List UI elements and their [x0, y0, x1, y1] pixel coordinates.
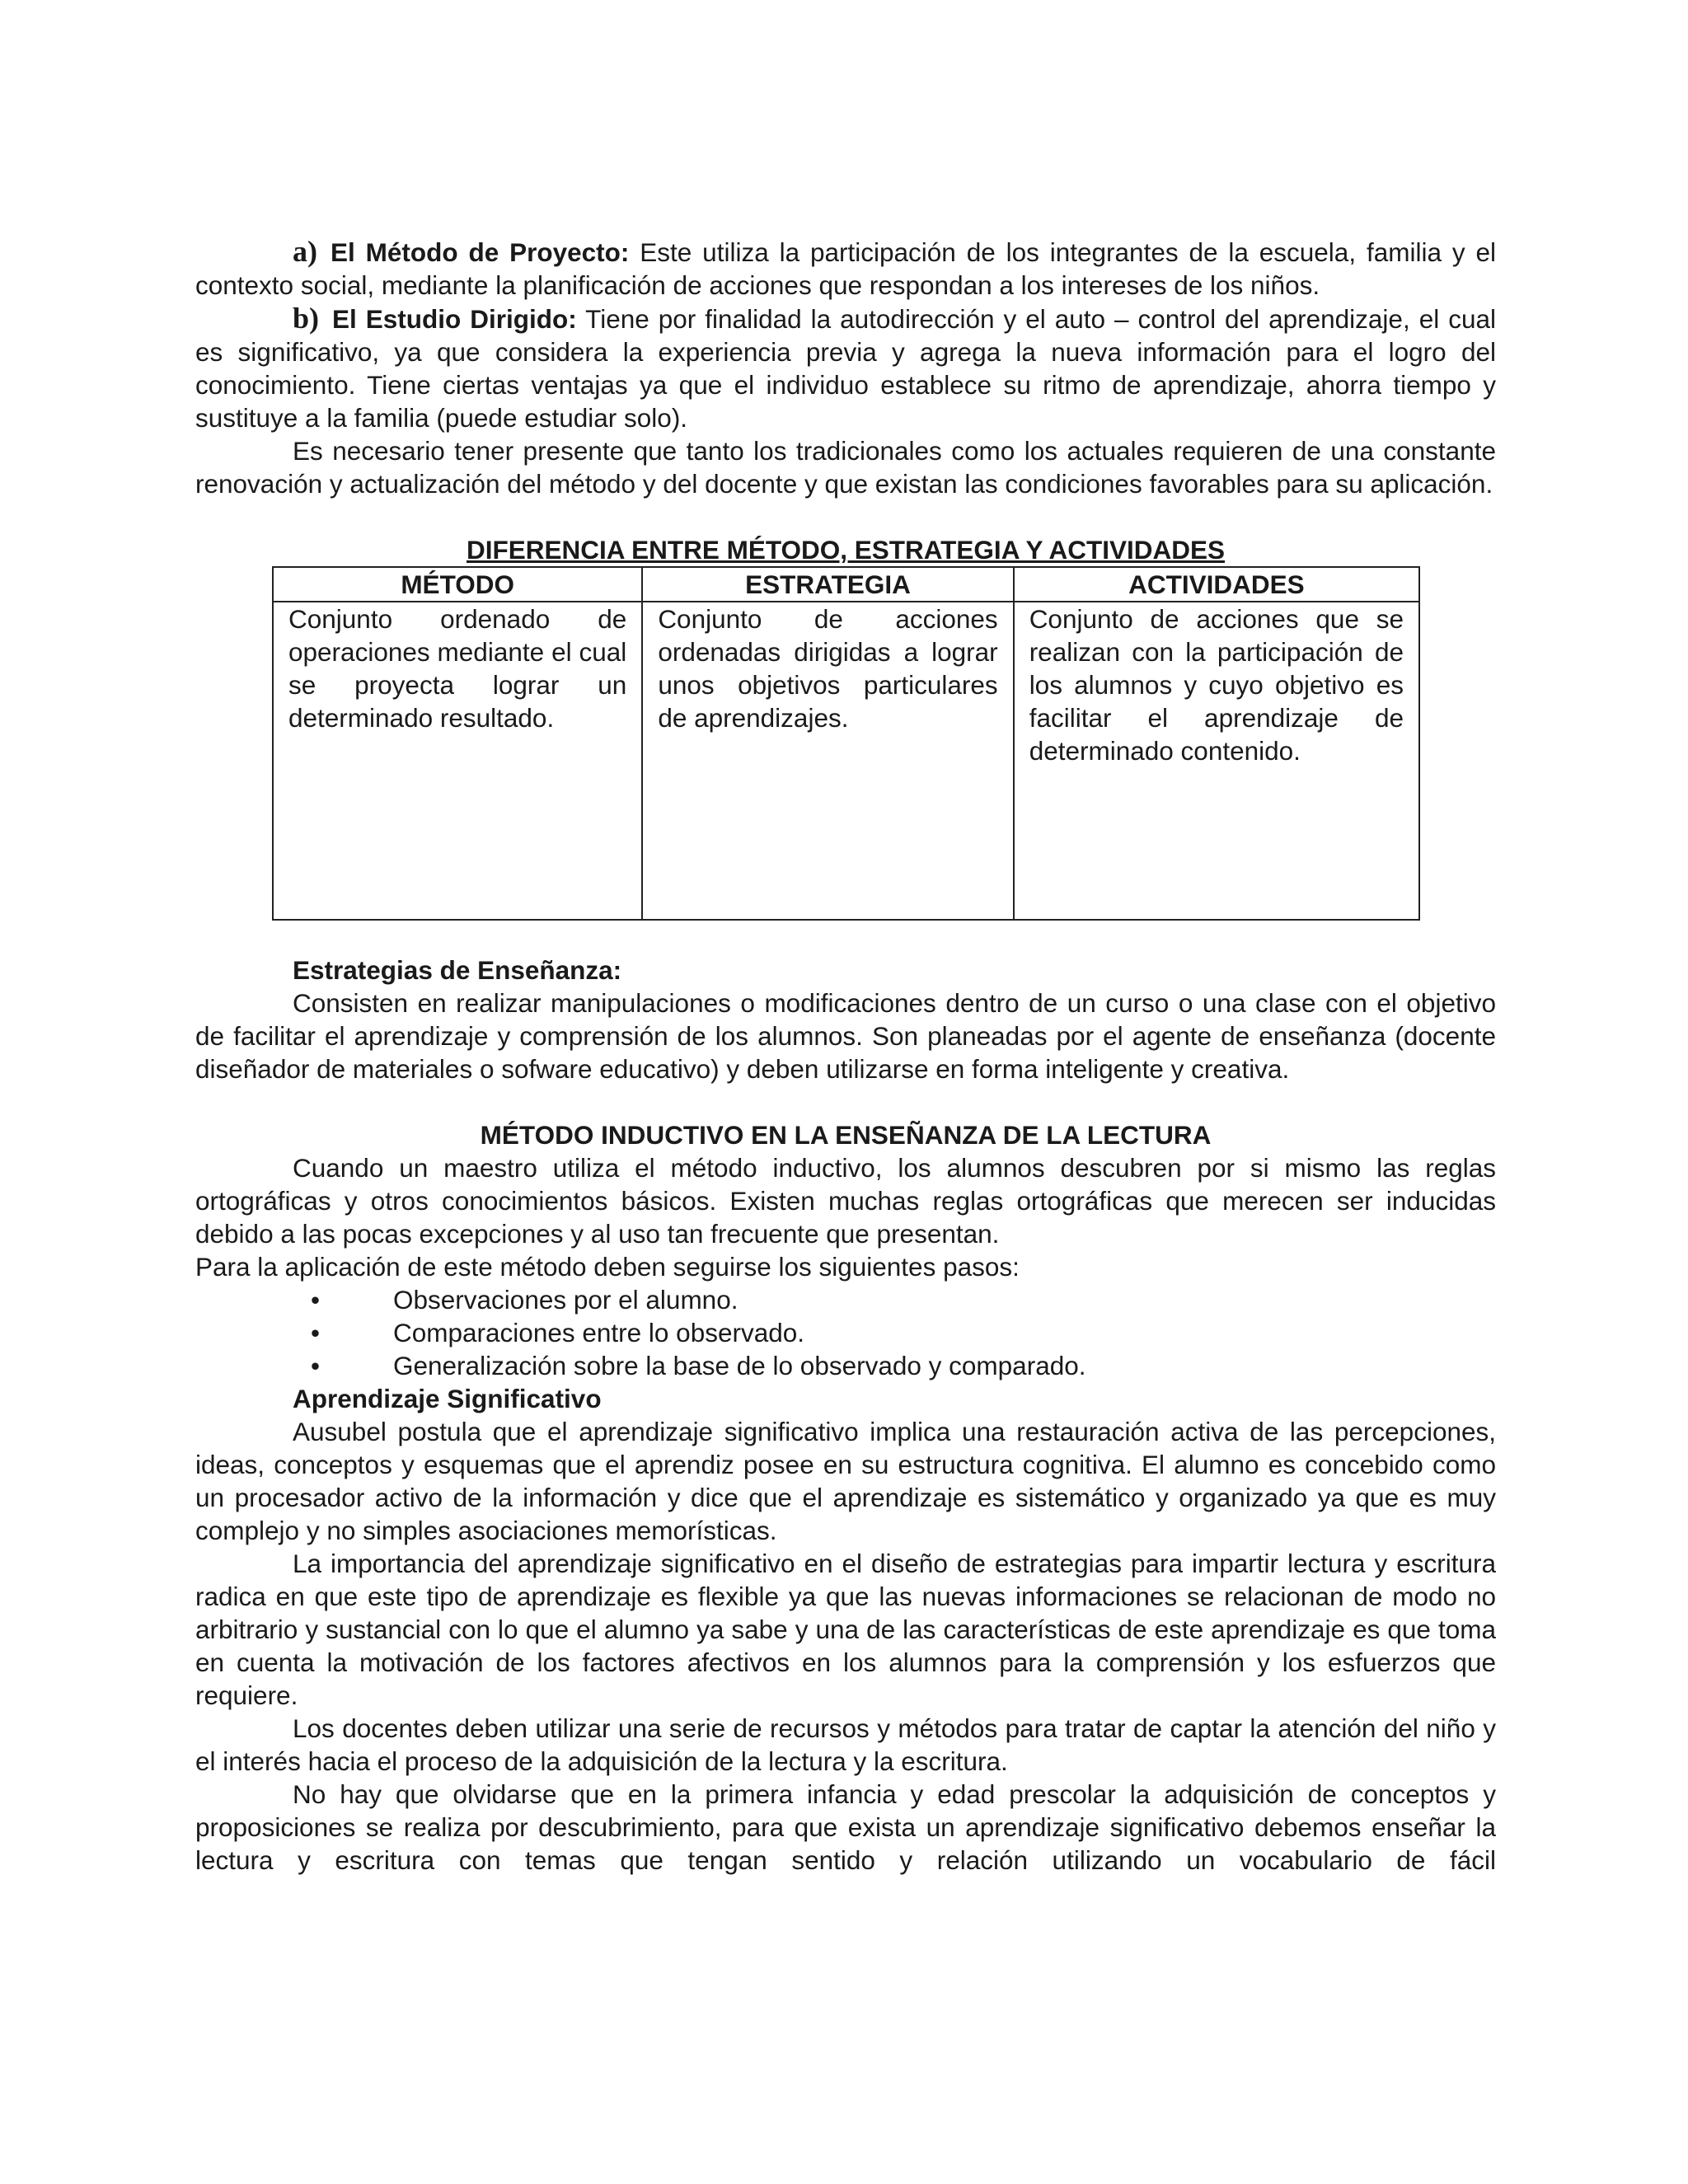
bullet-glyph: • — [311, 1351, 321, 1380]
header-actividades: ACTIVIDADES — [1014, 567, 1419, 602]
significativo-paragraph-3: Los docentes deben utilizar una serie de recursos y métodos para tratar de captar la atención del niño y el interés hacia el proceso de la adquisición de la lectura y la escritura. — [195, 1713, 1496, 1776]
estrategias-heading — [195, 954, 1496, 987]
step-text: Comparaciones entre lo observado. — [393, 1318, 805, 1347]
intro-paragraph: Es necesario tener presente que tanto los tradicionales como los actuales requieren de una constante renovación y actualización del método y del docente y que existan las condiciones favorables para su aplicación. — [195, 436, 1496, 499]
estrategias-paragraph: Consisten en realizar manipulaciones o modificaciones dentro de un curso o una clase con el objetivo de facilitar el aprendizaje y comprensión de los alumnos. Son planeadas por el agente de enseñanza (docente diseñador de materiales o sofware educativo) y deben utilizarse en forma inteligente y creativa. — [195, 988, 1496, 1084]
list-item — [195, 1283, 1496, 1316]
cell-estrategia: Conjunto de acciones ordenadas dirigidas a lograr unos objetivos particulares de aprendizajes. — [642, 602, 1013, 920]
list-item — [195, 1349, 1496, 1382]
estrategias-heading-text: Estrategias de Enseñanza: — [293, 955, 622, 985]
document-page — [195, 235, 1496, 1877]
item-b-text: Tiene por finalidad la autodirección y el auto – control del aprendizaje, el cual es significativo, ya que considera la experiencia previa y agrega la nueva información para el logro del conocimiento. Tiene ciertas ventajas ya que el individuo establece su ritmo de aprendizaje, ahorra tiempo y sustituye a la familia (puede estudiar solo). — [195, 304, 1496, 433]
inductivo-paragraph: Cuando un maestro utiliza el método inductivo, los alumnos descubren por si mismo las reglas ortográficas y otros conocimientos básicos. Existen muchas reglas ortográficas que merecen ser inducidas debido a las pocas excepciones y al uso tan frecuente que presentan. — [195, 1153, 1496, 1249]
item-b-paragraph — [195, 302, 1496, 434]
item-a-title: El Método de Proyecto: — [331, 237, 630, 267]
significativo-paragraph-1: Ausubel postula que el aprendizaje significativo implica una restauración activa de las percepciones, ideas, conceptos y esquemas que el aprendiz posee en su estructura cognitiva. El alumno es concebido como un procesador activo de la información y dice que el aprendizaje es sistemático y organizado ya que es muy complejo y no simples asociaciones memorísticas. — [195, 1417, 1496, 1545]
step-text: Generalización sobre la base de lo observado y comparado. — [393, 1351, 1086, 1380]
step-text: Observaciones por el alumno. — [393, 1285, 738, 1315]
list-item — [195, 1316, 1496, 1349]
bullet-glyph: • — [311, 1318, 321, 1347]
comparison-table — [272, 566, 1420, 921]
item-b-marker: b) — [293, 302, 320, 335]
header-estrategia: ESTRATEGIA — [642, 567, 1013, 602]
table-title-text: DIFERENCIA ENTRE MÉTODO, ESTRATEGIA Y ACTIVIDADES — [466, 535, 1225, 565]
steps-intro: Para la aplicación de este método deben seguirse los siguientes pasos: — [195, 1252, 1020, 1282]
item-b-title: El Estudio Dirigido: — [332, 304, 577, 334]
bullet-glyph: • — [311, 1285, 321, 1315]
item-a-paragraph — [195, 235, 1496, 302]
cell-metodo: Conjunto ordenado de operaciones mediante el cual se proyecta lograr un determinado resultado. — [273, 602, 642, 920]
item-a-marker: a) — [293, 235, 317, 268]
item-a-text: Este utiliza la participación de los integrantes de la escuela, familia y el contexto social, mediante la planificación de acciones que respondan a los intereses de los niños. — [195, 237, 1496, 300]
table-title — [195, 533, 1496, 566]
table-row — [273, 602, 1419, 920]
inductivo-heading: MÉTODO INDUCTIVO EN LA ENSEÑANZA DE LA LECTURA — [480, 1120, 1212, 1150]
significativo-heading-text: Aprendizaje Significativo — [293, 1384, 602, 1413]
significativo-heading — [195, 1382, 1496, 1415]
cell-actividades: Conjunto de acciones que se realizan con la participación de los alumnos y cuyo objetivo es facilitar el aprendizaje de determinado contenido. — [1014, 602, 1419, 920]
significativo-paragraph-2: La importancia del aprendizaje significativo en el diseño de estrategias para impartir lectura y escritura radica en que este tipo de aprendizaje es flexible ya que las nuevas informaciones se relacionan de modo no arbitrario y sustancial con lo que el alumno ya sabe y una de las características de este aprendizaje es que toma en cuenta la motivación de los factores afectivos en los alumnos para la comprensión y los esfuerzos que requiere. — [195, 1549, 1496, 1710]
steps-list — [195, 1283, 1496, 1382]
header-metodo: MÉTODO — [273, 567, 642, 602]
table-header-row — [273, 567, 1419, 602]
significativo-paragraph-4: No hay que olvidarse que en la primera infancia y edad prescolar la adquisición de conceptos y proposiciones se realiza por descubrimiento, para que exista un aprendizaje significativo debemos enseñar la lectura y escritura con temas que tengan sentido y relación utilizando un vocabulario de fácil — [195, 1779, 1496, 1875]
